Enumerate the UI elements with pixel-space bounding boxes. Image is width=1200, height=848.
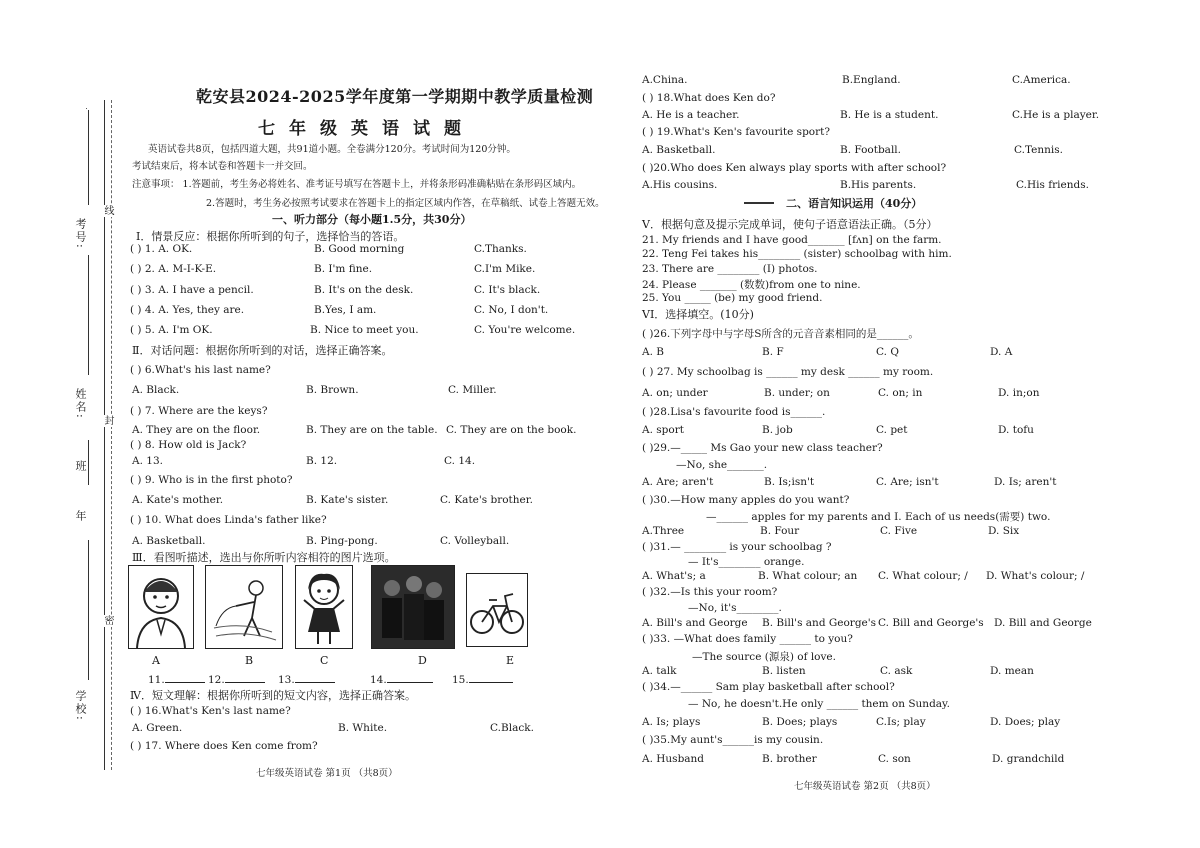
q24: 24. Please _______ (数数)from one to nine. [642,279,861,291]
page1-footer: 七年级英语试卷 第1页 （共8页） [256,768,398,779]
q35-b: B. brother [762,753,817,765]
margin-ban: 班 [74,460,87,473]
q26-b: B. F [762,346,784,358]
q29-reply: —No, she_______. [676,459,768,471]
q33-stem: ( )33. —What does family ______ to you? [642,633,853,645]
q20-c: C.His friends. [1016,179,1089,191]
section2-heading: Ⅱ．对话问题：根据你所听到的对话，选择正确答案。 [132,344,393,357]
q34-d: D. Does; play [990,716,1061,728]
q30-reply: —______ apples for my parents and I. Each of us needs(需要) two. [706,511,1051,523]
margin-name-line [88,255,89,375]
q7-stem: ( ) 7. Where are the keys? [130,405,268,417]
q10-c: C. Volleyball. [440,535,510,547]
q25: 25. You _____ (be) my good friend. [642,292,823,304]
q33-reply: —The source (源泉) of love. [692,651,836,663]
blank-12-line[interactable] [225,672,265,683]
q35-a: A. Husband [642,753,705,765]
q28-stem: ( )28.Lisa's favourite food is______. [642,406,826,418]
q29-stem: ( )29.—_____ Ms Gao your new class teacher? [642,442,883,454]
q4-c: C. No, I don't. [474,304,549,316]
q9-stem: ( ) 9. Who is in the first photo? [130,474,293,486]
q20-a: A.His cousins. [642,179,718,191]
q35-stem: ( )35.My aunt's______is my cousin. [642,734,824,746]
q31-stem: ( )31.— ________ is your schoolbag ? [642,541,832,553]
q19-c: C.Tennis. [1014,144,1064,156]
q29-d: D. Is; aren't [994,476,1057,488]
q20-b: B.His parents. [840,179,917,191]
q3-c: C. It's black. [474,284,541,296]
page2-footer: 七年级英语试卷 第2页 （共8页） [794,781,936,792]
q3-b: B. It's on the desk. [314,284,414,296]
q8-stem: ( ) 8. How old is Jack? [130,439,247,451]
q7-a: A. They are on the floor. [132,424,261,436]
q26-stem: ( )26.下列字母中与字母S所含的元音音素相同的是______。 [642,328,919,340]
margin-kaohao-line [88,110,89,205]
margin-xingming: 姓名: [74,388,87,420]
q2-b: B. I'm fine. [314,263,373,275]
q10-b: B. Ping-pong. [306,535,378,547]
margin-mi: 密 [102,615,113,627]
exam-intro-2: 考试结束后，将本试卷和答题卡一并交回。 [132,161,313,172]
q33-a: A. talk [642,665,677,677]
q21: 21. My friends and I have good_______ [fʌn] on the farm. [642,234,942,246]
q8-c: C. 14. [444,455,476,467]
picture-label-c: C [320,654,329,667]
blank-14-label: 14. [370,674,387,686]
blank-15-line[interactable] [469,672,513,683]
blank-12-label: 12. [208,674,225,686]
section1-heading: Ⅰ．情景反应：根据你所听到的句子，选择恰当的答语。 [136,230,405,243]
q6-c: C. Miller. [448,384,497,396]
q2-c: C.I'm Mike. [474,263,536,275]
q27-a: A. on; under [642,387,708,399]
q27-b: B. under; on [764,387,830,399]
q10-a: A. Basketball. [132,535,206,547]
picture-c-girl-cartoon [295,565,353,649]
q30-stem: ( )30.—How many apples do you want? [642,494,850,506]
q20-stem: ( )20.Who does Ken always play sports with after school? [642,162,947,174]
q1-a: ( ) 1. A. OK. [130,243,193,255]
section6-heading: VI．选择填空。(10分) [642,308,754,321]
q18-a: A. He is a teacher. [642,109,740,121]
picture-label-e: E [506,654,515,667]
q27-d: D. in;on [998,387,1040,399]
blank-11-line[interactable] [165,672,205,683]
picture-a-boy-portrait [128,565,194,649]
margin-kaohao: 考号: [74,218,87,250]
q6-b: B. Brown. [306,384,359,396]
q5-b: B. Nice to meet you. [310,324,419,336]
picture-label-d: D [418,654,427,667]
exam-note-2: 2.答题时，考生务必按照考试要求在答题卡上的指定区域内作答，在草稿纸、试卷上答题无效。 [206,198,605,209]
q35-c: C. son [878,753,911,765]
q1-c: C.Thanks. [474,243,527,255]
exam-subtitle: 七年级英语试题 [258,119,475,139]
exam-note-1: 注意事项： 1.答题前，考生务必将姓名、准考证号填写在答题卡上，并将条形码准确粘贴在条形码区域内。 [132,179,582,190]
q5-c: C. You're welcome. [474,324,576,336]
q16-b: B. White. [338,722,388,734]
part2-heading: 二、语言知识运用（40分） [786,197,923,210]
q17-a: A.China. [642,74,688,86]
margin-xian: 线 [102,205,113,217]
q33-b: B. listen [762,665,806,677]
q26-c: C. Q [876,346,899,358]
blank-13 [278,672,335,686]
part2-rule [744,202,774,204]
q31-c: C. What colour; / [878,570,968,582]
q32-stem: ( )32.—Is this your room? [642,586,778,598]
q32-reply: —No, it's________. [688,602,782,614]
margin-tick [86,108,87,109]
q34-a: A. Is; plays [642,716,701,728]
q16-c: C.Black. [490,722,534,734]
q27-stem: ( ) 27. My schoolbag is ______ my desk ______ my room. [642,366,934,378]
q4-b: B.Yes, I am. [314,304,377,316]
blank-14-line[interactable] [387,672,433,683]
blank-13-label: 13. [278,674,295,686]
part1-heading: 一、听力部分（每小题1.5分，共30分） [272,213,472,226]
q28-a: A. sport [642,424,684,436]
exam-intro-1: 英语试卷共8页，包括四道大题，共91道小题。全卷满分120分。考试时间为120分钟。 [148,144,516,155]
margin-class-line [88,440,89,485]
q17-stem: ( ) 17. Where does Ken come from? [130,740,318,752]
q33-d: D. mean [990,665,1034,677]
q19-stem: ( ) 19.What's Ken's favourite sport? [642,126,830,138]
q19-b: B. Football. [840,144,902,156]
picture-d-family-photo [371,565,455,649]
margin-seal-line [111,100,112,770]
q28-b: B. job [762,424,793,436]
margin-rule-outer [104,100,105,770]
q8-a: A. 13. [132,455,163,467]
margin-nian: 年 [74,510,87,523]
q18-c: C.He is a player. [1012,109,1100,121]
q30-a: A.Three [642,525,685,537]
q1-b: B. Good morning [314,243,405,255]
q30-b: B. Four [760,525,800,537]
blank-12 [208,672,265,686]
exam-title: 乾安县2024-2025学年度第一学期期中教学质量检测 [196,87,594,106]
q28-d: D. tofu [998,424,1034,436]
q18-stem: ( ) 18.What does Ken do? [642,92,776,104]
section5-heading: V．根据句意及提示完成单词，使句子语意语法正确。（5分） [642,218,938,231]
q29-a: A. Are; aren't [642,476,714,488]
margin-xuexiao: 学校: [74,690,87,722]
q33-c: C. ask [880,665,913,677]
q6-a: A. Black. [132,384,180,396]
q7-b: B. They are on the table. [306,424,438,436]
q35-d: D. grandchild [992,753,1065,765]
q17-b: B.England. [842,74,901,86]
picture-label-b: B [245,654,254,667]
q29-c: C. Are; isn't [876,476,939,488]
picture-label-a: A [152,654,160,667]
q8-b: B. 12. [306,455,338,467]
q30-d: D. Six [988,525,1020,537]
q34-stem: ( )34.—______ Sam play basketball after school? [642,681,895,693]
blank-11 [148,672,205,686]
q7-c: C. They are on the book. [446,424,577,436]
q19-a: A. Basketball. [642,144,716,156]
q17-c: C.America. [1012,74,1071,86]
q31-b: B. What colour; an [758,570,858,582]
q31-a: A. What's; a [642,570,706,582]
q32-d: D. Bill and George [994,617,1092,629]
blank-15 [452,672,513,686]
q9-b: B. Kate's sister. [306,494,389,506]
q34-c: C.Is; play [876,716,926,728]
q4-a: ( ) 4. A. Yes, they are. [130,304,245,316]
q23: 23. There are ________ (I) photos. [642,263,818,275]
q26-d: D. A [990,346,1013,358]
margin-school-line [88,540,89,680]
section3-heading: Ⅲ．看图听描述，选出与你所听内容相符的图片选项。 [132,551,396,564]
picture-e-bicycle [466,573,528,647]
q31-reply: — It's________ orange. [688,556,805,568]
q29-b: B. Is;isn't [764,476,815,488]
q28-c: C. pet [876,424,908,436]
blank-14 [370,672,433,686]
q31-d: D. What's colour; / [986,570,1085,582]
section4-heading: Ⅳ．短文理解：根据你所听到的短文内容，选择正确答案。 [130,689,416,702]
q2-a: ( ) 2. A. M-I-K-E. [130,263,217,275]
q9-a: A. Kate's mother. [132,494,224,506]
q18-b: B. He is a student. [840,109,939,121]
q32-b: B. Bill's and George's [762,617,877,629]
blank-15-label: 15. [452,674,469,686]
q22: 22. Teng Fei takes his________ (sister) schoolbag with him. [642,248,952,260]
q26-a: A. B [642,346,664,358]
q3-a: ( ) 3. A. I have a pencil. [130,284,254,296]
q6-stem: ( ) 6.What's his last name? [130,364,271,376]
blank-13-line[interactable] [295,672,335,683]
q32-c: C. Bill and George's [878,617,984,629]
q5-a: ( ) 5. A. I'm OK. [130,324,213,336]
q9-c: C. Kate's brother. [440,494,533,506]
q34-b: B. Does; plays [762,716,838,728]
q27-c: C. on; in [878,387,923,399]
blank-11-label: 11. [148,674,165,686]
margin-feng: 封 [102,415,113,427]
q16-stem: ( ) 16.What's Ken's last name? [130,705,291,717]
q10-stem: ( ) 10. What does Linda's father like? [130,514,327,526]
q30-c: C. Five [880,525,918,537]
picture-b-boy-fishing [205,565,283,649]
q16-a: A. Green. [132,722,183,734]
q32-a: A. Bill's and George [642,617,748,629]
q34-reply: — No, he doesn't.He only ______ them on Sunday. [688,698,950,710]
